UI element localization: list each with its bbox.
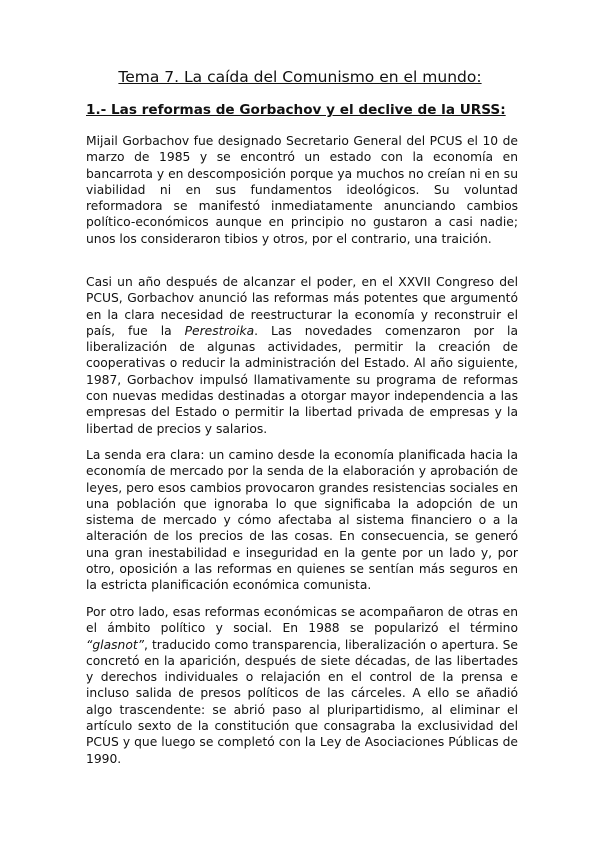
paragraph-4 — [86, 604, 518, 767]
paragraph-2 — [86, 274, 518, 437]
perestroika-term: Perestroika — [184, 323, 255, 338]
paragraph-4-text-after: , traducido como transparencia, liberalización o apertura. Se concretó en la aparición, después de siete décadas, de las libertades y derechos individuales o relajación en el control de la prensa e incluso salida de presos políticos de las cárceles. A ello se añadió algo trascendente: se abrió paso al pluripartidismo, al eliminar el artículo sexto de la constitución que consagraba la exclusividad del PCUS y que luego se completó con la Ley de Asociaciones Públicas de 1990. — [86, 637, 518, 766]
paragraph-3: La senda era clara: un camino desde la economía planificada hacia la economía de mercado por la senda de la elaboración y aprobación de leyes, pero esos cambios provocaron grandes resistencias sociales en una población que ignoraba lo que significaba la adopción de un sistema de mercado y cómo afectaba al sistema financiero o a la alteración de los precios de las cosas. En consecuencia, se generó una gran inestabilidad e inseguridad en la gente por un lado y, por otro, oposición a las reformas en quienes se sentían más seguros en la estricta planificación económica comunista. — [86, 448, 518, 593]
page-title: Tema 7. La caída del Comunismo en el mundo: — [118, 68, 482, 86]
paragraph-4-text-before: Por otro lado, esas reformas económicas se acompañaron de otras en el ámbito político y social. En 1988 se popularizó el término — [86, 605, 518, 636]
paragraph-1: Mijail Gorbachov fue designado Secretario General del PCUS el 10 de marzo de 1985 y se encontró un estado con la economía en bancarrota y en descomposición porque ya muchos no creían ni en su viabilidad ni en sus fundamentos ideológicos. Su voluntad reformadora se manifestó inmediatamente anunciando cambios político-económicos aunque en principio no gustaron a casi nadie; unos los consideraron tibios y otros, por el contrario, una traición. — [86, 134, 518, 246]
paragraph-2-text-after: . Las novedades comenzaron por la liberalización de algunas actividades, permitir la creación de cooperativas o reducir la administración del Estado. Al año siguiente, 1987, Gorbachov impulsó llamativamente su programa de reformas con nuevas medidas destinadas a otorgar mayor independencia a las empresas del Estado o permitir la libertad privada de empresas y la libertad de precios y salarios. — [86, 323, 518, 436]
section-heading: 1.- Las reformas de Gorbachov y el declive de la URSS: — [86, 102, 506, 118]
glasnot-term: “glasnot” — [86, 637, 145, 652]
paragraph-2-text-before: Casi un año después de alcanzar el poder, en el XXVII Congreso del PCUS, Gorbachov anunció las reformas más potentes que argumentó en la clara necesidad de reestructurar la economía y reconstruir el país, fue la — [86, 275, 518, 338]
